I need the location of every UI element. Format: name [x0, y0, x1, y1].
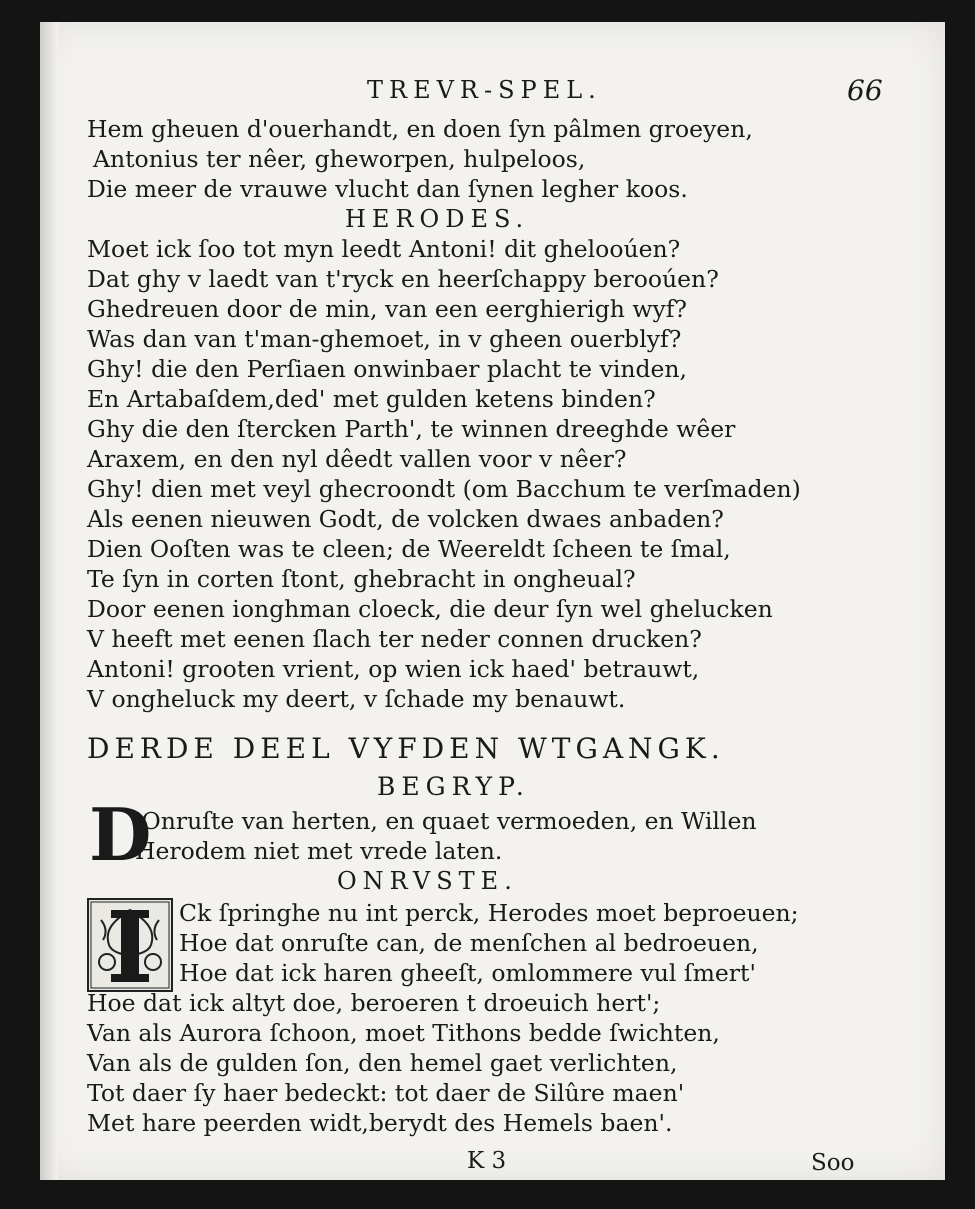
drop-capital-d: D: [89, 792, 152, 877]
folio-number: 66: [847, 74, 883, 107]
ornament-icon: [89, 900, 171, 990]
verse-line: Araxem, en den nyl dêedt vallen voor v nêer?: [87, 445, 627, 473]
verse-line: Die meer de vrauwe vlucht dan ſynen legher koos.: [87, 175, 688, 203]
begryp-line: Herodem niet met vrede laten.: [135, 837, 503, 865]
verse-line: Was dan van t'man-ghemoet, in v gheen ouerblyf?: [87, 325, 682, 353]
verse-line: Van als Aurora ſchoon, moet Tithons bedde ſwichten,: [87, 1019, 720, 1047]
verse-line: Moet ick ſoo tot myn leedt Antoni! dit ghelooúen?: [87, 235, 681, 263]
verse-line: V heeft met eenen ſlach ter neder connen drucken?: [87, 625, 702, 653]
verse-line: En Artabaſdem,ded' met gulden ketens binden?: [87, 385, 656, 413]
verse-line: Als eenen nieuwen Godt, de volcken dwaes anbaden?: [87, 505, 724, 533]
verse-line: Hoe dat ick haren gheeſt, omlommere vul ſmert': [179, 959, 756, 987]
speaker-herodes: HERODES.: [345, 205, 530, 233]
signature-mark: K 3: [467, 1148, 507, 1174]
verse-line: Tot daer ſy haer bedeckt: tot daer de Silûre maen': [87, 1079, 685, 1107]
verse-line: Ck ſpringhe nu int perck, Herodes moet beproeuen;: [179, 899, 799, 927]
verse-line: Antonius ter nêer, gheworpen, hulpeloos,: [93, 145, 586, 173]
verse-line: Met hare peerden widt,berydt des Hemels baen'.: [87, 1109, 673, 1137]
book-page: [40, 22, 945, 1180]
speaker-onruste: ONRVSTE.: [337, 867, 518, 895]
verse-line: Dat ghy v laedt van t'ryck en heerſchappy berooúen?: [87, 265, 719, 293]
verse-line: Ghy! dien met veyl ghecroondt (om Bacchum te verſmaden): [87, 475, 801, 503]
verse-line: Hem gheuen d'ouerhandt, en doen ſyn pâlmen groeyen,: [87, 115, 753, 143]
page-gutter: [40, 22, 58, 1180]
verse-line: V ongheluck my deert, v ſchade my benauwt.: [87, 685, 626, 713]
ornamental-initial-i: [87, 898, 173, 992]
verse-line: Hoe dat ick altyt doe, beroeren t droeuich hert';: [87, 989, 661, 1017]
verse-line: Ghedreuen door de min, van een eerghierigh wyf?: [87, 295, 688, 323]
verse-line: Dien Ooſten was te cleen; de Weereldt ſcheen te ſmal,: [87, 535, 731, 563]
verse-line: Door eenen ionghman cloeck, die deur ſyn wel ghelucken: [87, 595, 773, 623]
begryp-heading: BEGRYP.: [377, 772, 530, 801]
verse-line: Ghy! die den Perſiaen onwinbaer placht te vinden,: [87, 355, 688, 383]
verse-line: Te ſyn in corten ſtont, ghebracht in ongheual?: [87, 565, 636, 593]
verse-line: Ghy die den ſtercken Parth', te winnen dreeghde wêer: [87, 415, 736, 443]
running-head: TREVR-SPEL.: [367, 76, 602, 104]
section-title: DERDE DEEL VYFDEN WTGANGK.: [87, 732, 725, 765]
verse-line: Van als de gulden ſon, den hemel gaet verlichten,: [87, 1049, 678, 1077]
begryp-line: 'Onruſte van herten, en quaet vermoeden, en Willen: [135, 807, 757, 835]
verse-line: Antoni! grooten vrient, op wien ick haed' betrauwt,: [87, 655, 700, 683]
verse-line: Hoe dat onruſte can, de menſchen al bedroeuen,: [179, 929, 759, 957]
catchword: Soo: [811, 1150, 855, 1176]
